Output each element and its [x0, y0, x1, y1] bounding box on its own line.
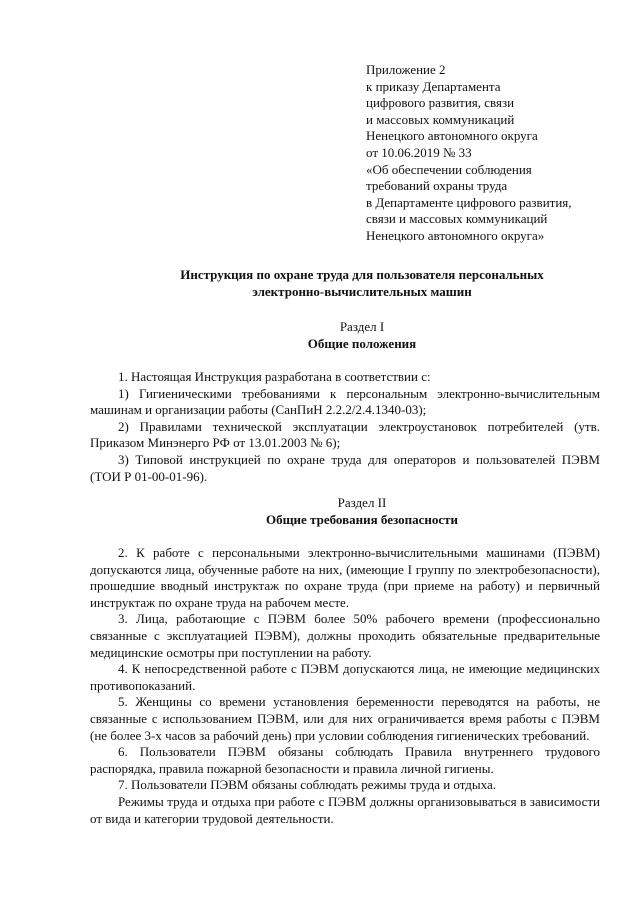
paragraph: 4. К непосредственной работе с ПЭВМ допускаются лица, не имеющие медицинских противопоказаний.	[90, 661, 600, 693]
appendix-line: «Об обеспечении соблюдения	[366, 161, 532, 177]
paragraph: 2. К работе с персональными электронно-вычислительными машинами (ПЭВМ) допускаются лица, обученные работе на них, (имеющие I группу по электробезопасности), прошедшие вводный инструктаж по охране труда (при приеме на работу) и первичный инструктаж по охране труда на рабочем месте.	[90, 545, 600, 610]
appendix-line: Приложение 2	[366, 62, 446, 77]
section-1-name: Общие положения	[307, 335, 417, 351]
appendix-line: к приказу Департамента	[366, 78, 501, 94]
appendix-line: Ненецкого автономного округа	[366, 128, 538, 144]
paragraph: 5. Женщины со времени установления беременности переводятся на работы, не связанные с использованием ПЭВМ, или для них ограничивается время работы с ПЭВМ (не более 3-х часов за рабочий день) при условии соблюдения гигиенических требований.	[90, 694, 600, 743]
section-2-number: Раздел II	[337, 495, 387, 510]
section-1-body	[90, 369, 600, 485]
document-title	[90, 267, 634, 300]
section-2-heading	[90, 495, 634, 528]
appendix-line: в Департаменте цифрового развития,	[366, 194, 572, 210]
appendix-line: от 10.06.2019 № 33	[366, 144, 472, 160]
appendix-line: требований охраны труда	[366, 178, 508, 194]
paragraph: 1. Настоящая Инструкция разработана в соответствии с:	[118, 369, 431, 384]
document-title-line-1: Инструкция по охране труда для пользователя персональных	[180, 267, 544, 282]
paragraph: 2) Правилами технической эксплуатации электроустановок потребителей (утв. Приказом Минэнерго РФ от 13.01.2003 № 6);	[90, 418, 600, 451]
section-2-body	[90, 545, 600, 827]
appendix-block	[366, 62, 628, 245]
paragraph: 7. Пользователи ПЭВМ обязаны соблюдать режимы труда и отдыха.	[118, 777, 496, 793]
paragraph: Режимы труда и отдыха при работе с ПЭВМ должны организовываться в зависимости от вида и категории трудовой деятельности.	[90, 793, 600, 826]
appendix-line: цифрового развития, связи	[366, 95, 515, 111]
paragraph: 6. Пользователи ПЭВМ обязаны соблюдать Правила внутреннего трудового распорядка, правила пожарной безопасности и правила личной гигиены.	[90, 744, 600, 776]
section-2-name: Общие требования безопасности	[265, 511, 459, 527]
appendix-line: Ненецкого автономного округа»	[366, 227, 545, 243]
appendix-line: и массовых коммуникаций	[366, 111, 515, 127]
document-title-line-2: электронно-вычислительных машин	[252, 283, 472, 299]
paragraph: 3. Лица, работающие с ПЭВМ более 50% рабочего времени (профессионально связанные с эксплуатацией ПЭВМ), должны проходить обязательные предварительные медицинские осмотры при поступлении на работу.	[90, 611, 600, 660]
paragraph: 3) Типовой инструкцией по охране труда для операторов и пользователей ПЭВМ (ТОИ Р 01-00-01-96).	[90, 451, 600, 484]
section-1-heading	[90, 319, 634, 352]
paragraph: 1) Гигиеническими требованиями к персональным электронно-вычислительным машинам и организации работы (СанПиН 2.2.2/2.4.1340-03);	[90, 385, 600, 418]
section-1-number: Раздел I	[339, 319, 385, 334]
appendix-line: связи и массовых коммуникаций	[366, 211, 548, 227]
